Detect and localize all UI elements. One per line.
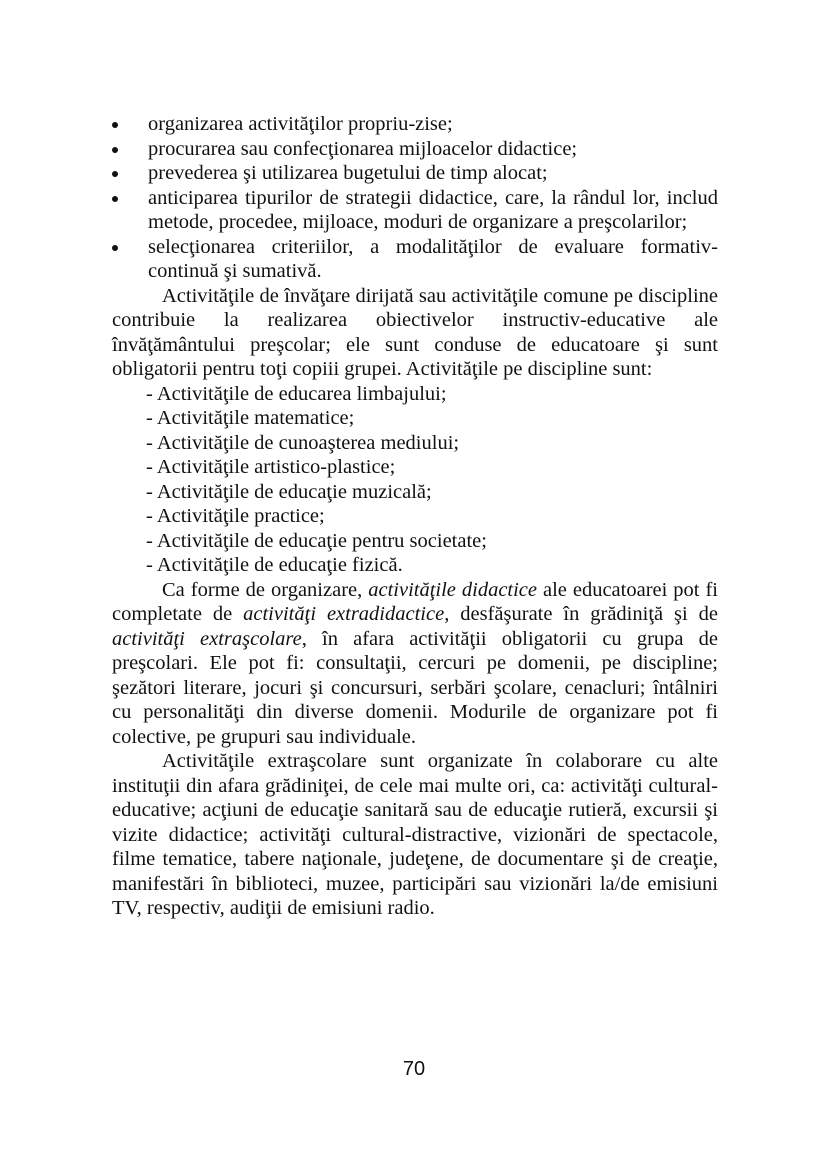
activity-item: - Activităţile artistico-plastice; <box>146 456 396 478</box>
paragraph-organization-forms: Ca forme de organizare, activităţile didactice ale educatoarei pot fi completate de activităţi extradidactice, desfăşurate în grădiniţă şi de activităţi extraşcolare, în afara activităţii obligatorii cu grupa de preşcolari. Ele pot fi: consultaţii, cercuri pe domenii, pe discipline; şezători literare, jocuri şi concursuri, serbări şcolare, cenacluri; întâlniri cu personalităţi din diverse domenii. Modurile de organizare pot fi colective, pe grupuri sau individuale. <box>112 578 718 748</box>
bullet-icon <box>112 245 118 251</box>
activity-item: - Activităţile de educaţie fizică. <box>146 554 403 576</box>
activity-item: - Activităţile practice; <box>146 505 325 527</box>
bullet-icon <box>112 171 118 177</box>
bullet-icon <box>112 196 118 202</box>
emphasis-extracurricular-activities: activităţi extraşcolare <box>112 627 302 650</box>
bullet-list <box>112 112 718 284</box>
activity-item: - Activităţile de cunoaşterea mediului; <box>146 431 460 454</box>
paragraph-learning-activities: Activităţile de învăţare dirijată sau activităţile comune pe discipline contribuie la realizarea obiectivelor instructiv-educative ale învăţământului preşcolar; ele sunt conduse de educatoare şi sunt obligatorii pentru toţi copiii grupei. Activităţile pe discipline sunt: <box>112 284 718 380</box>
bullet-item <box>112 137 718 162</box>
page-content <box>112 112 718 921</box>
activity-item: - Activităţile de educaţie pentru societate; <box>146 529 487 552</box>
bullet-text: selecţionarea criteriilor, a modalităţilor de evaluare formativ-continuă şi sumativă. <box>148 235 718 282</box>
activity-item: - Activităţile matematice; <box>146 407 355 429</box>
bullet-item <box>112 186 718 235</box>
activity-item: - Activităţile de educarea limbajului; <box>146 382 447 405</box>
activities-list <box>112 382 718 578</box>
bullet-item <box>112 112 718 137</box>
activity-item: - Activităţile de educaţie muzicală; <box>146 480 432 503</box>
paragraph-extracurricular: Activităţile extraşcolare sunt organizate în colaborare cu alte instituţii din afara grădiniţei, de cele mai multe ori, ca: activităţi cultural-educative; acţiuni de educaţie sanitară sau de educaţie rutieră, excursii şi vizite didactice; activităţi cultural-distractive, vizionări de spectacole, filme tematice, tabere naţionale, judeţene, de documentare şi de creaţie, manifestări în biblioteci, muzee, participări sau vizionări la/de emisiuni TV, respectiv, audiţii de emisiuni radio. <box>112 750 718 919</box>
bullet-text: procurarea sau confecţionarea mijloacelor didactice; <box>148 137 578 160</box>
bullet-text: prevederea şi utilizarea bugetului de timp alocat; <box>148 162 548 184</box>
emphasis-didactic-activities: activităţile didactice <box>368 578 538 601</box>
emphasis-extradidactic-activities: activităţi extradidactice <box>243 603 445 625</box>
bullet-icon <box>112 122 118 128</box>
bullet-text: anticiparea tipurilor de strategii didactice, care, la rândul lor, includ metode, procedee, mijloace, moduri de organizare a preşcolarilor; <box>148 186 718 233</box>
page-number: 70 <box>402 1058 426 1080</box>
bullet-item <box>112 235 718 284</box>
bullet-item <box>112 161 718 186</box>
bullet-text: organizarea activităţilor propriu-zise; <box>148 113 453 135</box>
bullet-icon <box>112 147 118 153</box>
